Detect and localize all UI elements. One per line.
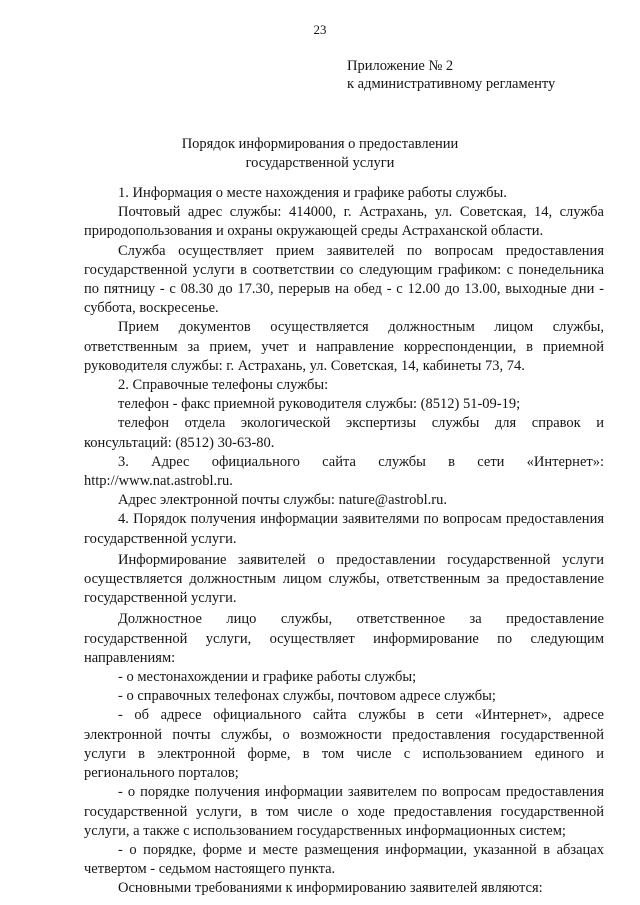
list-item-website: - об адресе официального сайта службы в сети «Интернет», адресе электронной почты службы, о возможности предоставления государственной услуги в электронной форме, в том числе с использованием единого и регионального порталов; [84, 707, 604, 782]
paragraph-section-1-heading: 1. Информация о месте нахождения и графике работы службы. [118, 185, 507, 201]
paragraph-reception-schedule: Служба осуществляет прием заявителей по вопросам предоставления государственной услуги в соответствии со следующим графиком: с понедельника по пятницу - с 08.30 до 17.30, перерыв на обед - с 12.00 до 13.00, выходные дни - суббота, воскресенье. [84, 242, 604, 317]
document-body [84, 184, 604, 899]
paragraph-section-2-heading: 2. Справочные телефоны службы: [118, 377, 329, 394]
paragraph-email: Адрес электронной почты службы: nature@astrobl.ru. [118, 492, 447, 509]
paragraph-document-intake: Прием документов осуществляется должностным лицом службы, ответственным за прием, учет и направление корреспонденции, в приемной руководителя службы: г. Астрахань, ул. Советская, 14, кабинеты 73, 74. [84, 319, 604, 374]
appendix-line-1: Приложение № 2 [347, 58, 454, 74]
page-number: 23 [313, 22, 327, 37]
list-item-procedure: - о порядке получения информации заявителем по вопросам предоставления государственной услуги, в том числе о ходе предоставления государственной услуги, а также с использованием государственных информационных систем; [84, 784, 604, 839]
paragraph-informing-official: Информирование заявителей о предоставлении государственной услуги осуществляется должностным лицом службы, ответственным за предоставление государственной услуги. [84, 551, 604, 607]
paragraph-postal-address: Почтовый адрес службы: 414000, г. Астрахань, ул. Советская, 14, служба природопользования и охраны окружающей среды Астраханской области. [84, 204, 604, 240]
paragraph-website: 3. Адрес официального сайта службы в сети «Интернет»: http://www.nat.astrobl.ru. [84, 453, 604, 490]
paragraph-consult-phone: телефон отдела экологической экспертизы службы для справок и консультаций: (8512) 30-63-80. [84, 415, 604, 451]
list-item-location: - о местонахождении и графике работы службы; [118, 669, 417, 686]
list-item-phones: - о справочных телефонах службы, почтовом адресе службы; [118, 688, 496, 705]
paragraph-informing-directions: Должностное лицо службы, ответственное за предоставление государственной услуги, осуществляет информирование по следующим направлениям: [84, 611, 604, 666]
paragraph-section-4-heading: 4. Порядок получения информации заявителями по вопросам предоставления государственной услуги. [84, 511, 604, 547]
paragraph-requirements: Основными требованиями к информированию заявителей являются: [118, 880, 543, 897]
paragraph-fax-phone: телефон - факс приемной руководителя службы: (8512) 51-09-19; [118, 396, 521, 413]
document-title-line-1: Порядок информирования о предоставлении [181, 136, 459, 152]
document-title [0, 135, 640, 172]
appendix-line-2: к административному регламенту [347, 76, 556, 92]
document-title-line-2: государственной услуги [245, 154, 395, 171]
list-item-placement: - о порядке, форме и месте размещения информации, указанной в абзацах четвертом - седьмом настоящего пункта. [84, 841, 604, 878]
appendix-note [347, 57, 555, 93]
